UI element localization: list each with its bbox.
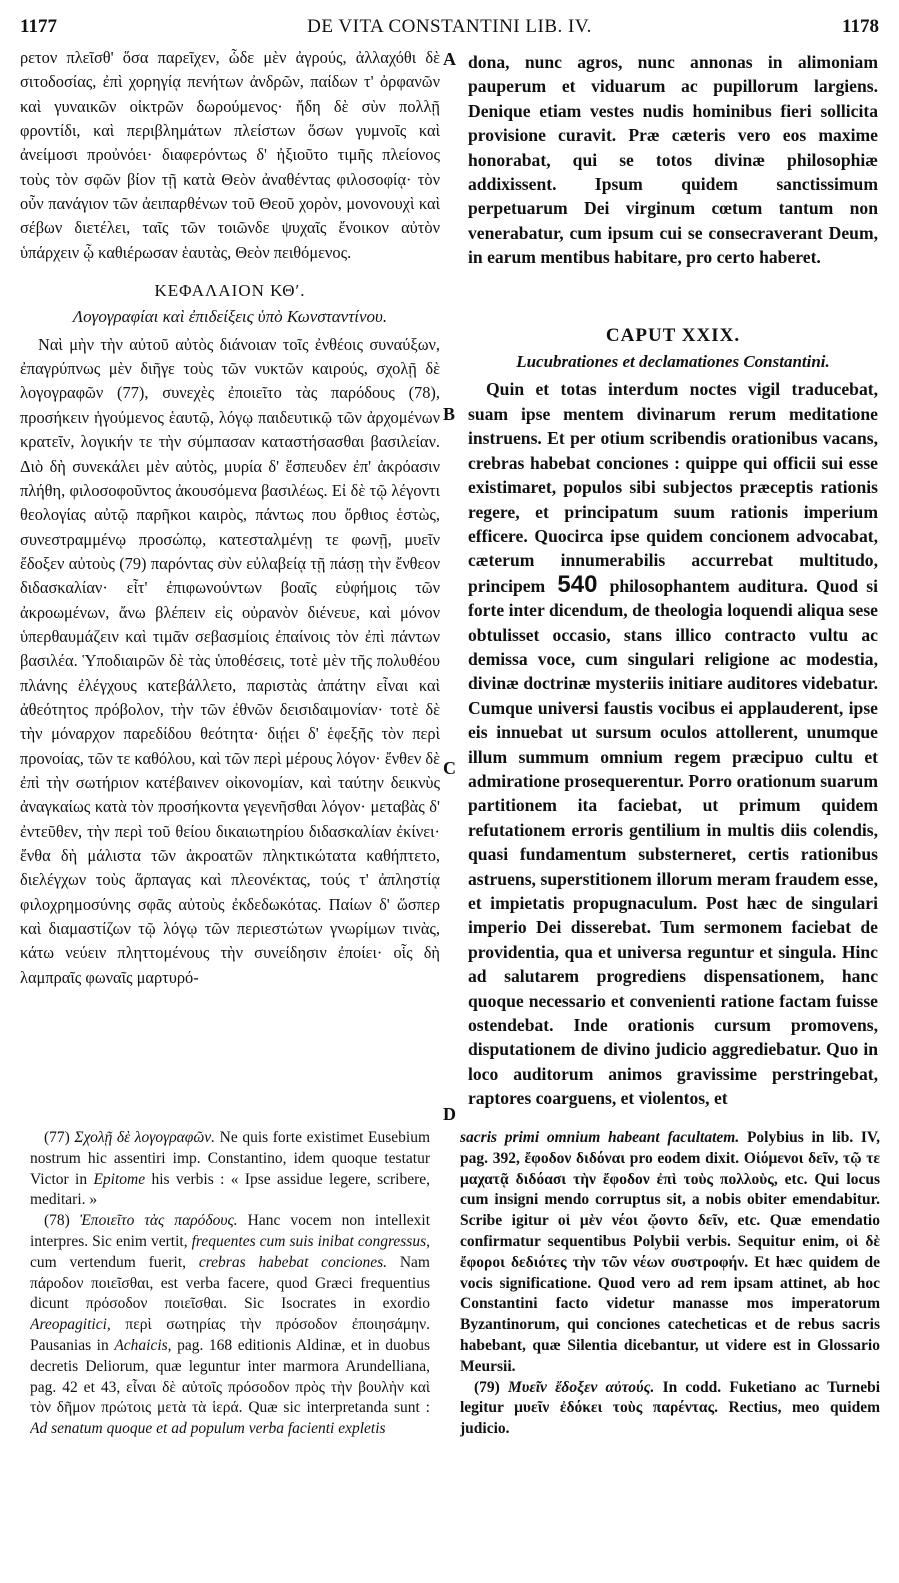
left-page-number: 1177	[20, 16, 57, 37]
latin-intro: dona, nunc agros, nunc annonas in alimoniam pauperum et viduarum ac pupillorum largiens. Denique etiam vestes nudis hominibus fieri sollicita provisione curavit. Præ cæteris vero eos maxime honorabat, qui se totos divinæ philosophiæ addixissent. Ipsum quidem sanctissimum perpetuarum Dei virginum cœtum tantum non venerabatur, cum ipsum cui se consecraverant Deum, in earum mentibus habitare, pro certo haberet.	[468, 52, 878, 268]
footnote-77-work: Epitome	[93, 1170, 146, 1188]
footnote-78-lemma: Ἐποιεῖτο τὰς παρόδους.	[79, 1212, 238, 1230]
footnote-78-text5: pag. 168 editionis Aldinæ, et in duobus decretis Deliorum, quæ leguntur inter marmora Arundelliana, pag. 42 et 43, εἶναι δὲ αὐτοῖς πρόσοδον πρὸς τὴν βουλὴν καὶ τὸν δῆμον πρώτοις μετὰ τὰ ἱερά. Quæ sic interpretanda sunt :	[30, 1336, 430, 1417]
footnote-77	[30, 1128, 430, 1211]
footnote-77-text: Ne quis forte existimet Eusebium nostrum hic assentiri imp. Constantino, idem quoque testatur Victor in	[30, 1129, 430, 1188]
footnote-78-cont-quote: sacris primi omnium habeant facultatem.	[460, 1129, 740, 1146]
right-page-number: 1178	[842, 16, 879, 37]
footnote-78-text4: περὶ σωτηρίας τὴν πρόσοδον ἐποιησάμην. Pausanias in	[30, 1316, 430, 1354]
footnote-79-lemma: Μυεῖν ἔδοξεν αὐτούς.	[508, 1378, 655, 1396]
greek-body: Ναὶ μὴν τὴν αὐτοῦ αὐτὸς διάνοιαν τοῖς ἐνθέοις συναύξων, ἐπαγρύπνως μὲν διῆγε τοὺς τῶν νυκτῶν καιρούς, σχολῇ δὲ λογογραφῶν (77), συνεχὲς ἐποιεῖτο τὰς παρόδους (78), προσήκειν ἡγούμενος ἑαυτῷ, λόγῳ παιδευτικῷ τῶν ἀρχομένων κρατεῖν, λογικήν τε τὴν σύμπασαν καταστήσασθαι βασιλείαν. Διὸ δὴ συνεκάλει μὲν αὐτὸς, μυρία δ' ἔσπευδεν ἐπ' ἀκρόασιν πλήθη, φιλοσοφοῦντος ἀκουσόμενα βασιλέως. Εἰ δὲ τῷ λέγοντι θεολογίας αὐτῷ παρῆκοι καιρὸς, πάντως που ὄρθιος ἑστὼς, συνεστραμμένῳ προσώπῳ, κατεσταλμένῃ τε φωνῇ, μυεῖν ἔδοξεν αὐτοὺς (79) παρόντας σὺν εὐλαβείᾳ τῇ πάσῃ τὴν ἔνθεον διδασκαλίαν· εἶτ' ἐπιφωνούντων βοαῖς εὐφήμοις τῶν ἀκροωμένων, ἄνω βλέπειν εἰς οὐρανὸν διένευε, καὶ μόνον ὑπερθαυμάζειν καὶ τιμᾶν σεβασμίοις ἐπαίνοις τὸν ἐπὶ πάντων βασιλέα. Ὑποδιαιρῶν δὲ τὰς ὑποθέσεις, τοτὲ μὲν τῆς πολυθέου πλάνης ἐλέγχους κατεβάλλετο, παριστὰς ἀπάτην εἶναι καὶ ἀθεότητος πρόβολον, τὴν τῶν ἐθνῶν δεισιδαιμονίαν· τοτὲ δὲ τὴν μόναρχον παρεδίδου θεότητα· διῄει δ' ἑφεξῆς τὸν περὶ προνοίας, τῶν τε καθόλου, καὶ τῶν περὶ μέρους λόγον· ἔνθεν δὲ ἐπὶ τὴν σωτήριον κατέβαινεν οἰκονομίαν, καὶ ταύτην δεικνὺς ἀναγκαίως κατὰ τὸν προσήκοντα γεγενῆσθαι λόγον· μεταβὰς δ' ἐντεῦθεν, τὴν περὶ τοῦ θείου δικαιωτηρίου διδασκαλίαν ἐκίνει· ἔνθα δὴ μάλιστα τῶν ἀκροατῶν πληκτικώτατα καθήπτετο, διελέγχων τοὺς ἅρπαγας καὶ πλεονέκτας, τούς τ' ἀπληστίᾳ φιλοχρημοσύνης σφᾶς αὐτοὺς ἐκδεδωκότας. Παίων δ' ὥσπερ καὶ διαμαστίζων τῷ λόγῳ τῶν περιεστώτων γνωρίμων τινὰς, κάτω νεύειν πληττομένους τὴν συνείδησιν ἐποίει· οἷς δὴ λαμπραῖς φωναῖς μαρτυρό-	[20, 334, 440, 987]
footnotes-right	[460, 1128, 880, 1440]
latin-chapter-heading: CAPUT XXIX.	[605, 324, 741, 346]
running-title: DE VITA CONSTANTINI LIB. IV.	[307, 16, 592, 37]
footnote-79	[460, 1378, 880, 1440]
footnote-78-text3: Nam πάροδον ποιεῖσθαι, est verba facere, quod Græci frequentius dicunt πρόσοδον ποιεῖσθαι. Sic Isocrates in exordio	[30, 1253, 430, 1313]
footnote-78-text2: cum vertendum fuerit,	[30, 1253, 187, 1271]
footnote-78-work2: Achaicis,	[114, 1336, 172, 1354]
latin-body-part2: philosophantem auditura. Quod si forte inter dicendum, de theologia loquendi aliqua sese obtulisset occasio, stans illico contracto vultu ac demissa voce, cum singulari religione ac modestia, divinæ doctrinæ mysteriis initiare auditores videbatur. Cumque universi faustis vocibus ei applauderent, ipse eis innuebat ut sursum oculos attollerent, unumque illum summum omnium regem præcipuo cultu et admiratione prosequerentur. Porro orationum suarum partitionem ita faciebat, ut primum quidem refutationem erroris gentilium in multis diis colendis, quasi fundamentum substerneret, certis rationibus astruens, superstitionem illorum meram fraudem esse, et impietatis propugnaculum. Post hæc de singulari imperio Dei disserebat. Tum sermonem faciebat de providentia, qua et universa reguntur et singula. Hinc ad salutarem progrediens dispensationem, hanc quoque necessario et convenienti ratione factam fuisse ostendebat. Inde orationis cursum promovens, disputationem de divino judicio aggrediebatur. Quo in loco auditorum animos gravissime perstringebat, raptores coarguens, et violentos, et	[468, 575, 878, 1109]
latin-body	[468, 377, 878, 1110]
footnote-78-quote3: Ad senatum quoque et ad populum verba facienti expletis	[30, 1420, 386, 1438]
footnote-79-label: (79)	[474, 1378, 500, 1396]
greek-chapter-heading: ΚΕΦΑΛΑΙΟΝ ΚΘʹ.	[154, 281, 306, 301]
footnote-78-continuation	[460, 1128, 880, 1378]
footnote-78-cont-text: Polybius in lib. IV, pag. 392, ἔφοδον διδόναι pro eodem dixit. Οἰόμενοι δεῖν, τῷ τε μαχατᾷ διδόασι τὴν ἔφοδον ἐπὶ τοὺς πολλοὺς, etc. Qui locus cum insigni mendo corruptus sit, a nobis obiter emendabitur. Scribe igitur οἱ μὲν νέοι ᾤοντο δεῖν, etc. Quæ emendatio confirmatur sequentibus Polybii verbis. Sequitur enim, οἱ δὲ ἔφοροι δεδιότες τὴν τῶν νέων συστροφήν. Et hæc quidem de vocis significatione. Quod vero ad rem ipsam attinet, ab hoc Constantini facto videtur manasse mos imperatorum Byzantinorum, qui conciones catecheticas et de rebus sacris habebant, quæ Silentia dicebantur, ut videre est in Glossario Meursii.	[460, 1129, 880, 1375]
footnote-78-quote1: frequentes cum suis inibat congressus,	[191, 1232, 430, 1250]
latin-column	[468, 50, 878, 1111]
greek-intro: ρετον πλεῖσθ' ὅσα παρεῖχεν, ὧδε μὲν ἀγρούς, ἀλλαχόθι δὲ σιτοδοσίας, ἐπὶ χορηγίᾳ πενήτων ἀνδρῶν, παίδων τ' ὀρφανῶν καὶ γυναικῶν οἰκτρῶν δωρούμενος· ἤδη δὲ σὺν πολλῇ φροντίδι, καὶ περιβλημάτων πλείστων ὅσων γυμνοῖς καὶ ἀνείμοσι προὐνόει· διαφερόντως δ' ἠξιοῦτο τιμῆς πλείονος τοὺς τὸν σφῶν βίον τῇ κατὰ Θεὸν ἀναθέντας φιλοσοφίᾳ· τὸν οὖν πανάγιον τῶν ἀειπαρθένων τοῦ Θεοῦ χορὸν, μονονουχὶ καὶ σέβων διετέλει, ταῖς τῶν τοιῶνδε ψυχαῖς ἔνοικον αὐτὸν ὑπάρχειν ᾧ καθιέρωσαν ἑαυτὰς, Θεὸν πειθόμενος.	[20, 48, 440, 262]
footnote-78-quote2: crebras habebat conciones.	[198, 1253, 388, 1271]
footnote-77-text2: his verbis : « Ipse assidue legere, scribere, meditari. »	[30, 1170, 430, 1209]
footnote-79-text: In codd. Fuketiano ac Turnebi legitur μυεῖν ἐδόκει τοὺς παρέντας. Rectius, meo quidem judicio.	[460, 1378, 880, 1438]
latin-chapter-subtitle: Lucubrationes et declamationes Constantini.	[516, 352, 830, 372]
footnote-77-lemma: Σχολῇ δὲ λογογραφῶν.	[74, 1129, 216, 1146]
running-head	[20, 16, 879, 40]
greek-chapter-subtitle: Λογογραφίαι καὶ ἐπιδείξεις ὑπὸ Κωνσταντίνου.	[72, 307, 388, 327]
margin-marker-a: A	[443, 49, 456, 69]
latin-body-part1: Quin et totas interdum noctes vigil traducebat, suam ipse mentem divinarum rerum meditatione instruens. Et per otium scribendis orationibus vacans, crebras habebat conciones : quippe qui officii sui esse existimaret, populos sibi subjectos præceptis rationis regere, et principatum suum rationis imperium efficere. Quocirca ipse quidem concionem advocabat, cæterum innumerabilis accurrebat multitudo, principem	[468, 379, 878, 596]
margin-marker-d: D	[443, 1104, 456, 1124]
margin-marker-b: B	[443, 404, 456, 424]
margin-marker-c: C	[443, 758, 456, 778]
footnotes-left	[30, 1128, 430, 1440]
greek-column	[20, 46, 440, 990]
footnote-78-work1: Areopagitici,	[30, 1316, 111, 1334]
footnote-78-text: Hanc vocem non intellexit interpres. Sic enim vertit,	[30, 1212, 430, 1250]
footnote-77-label: (77)	[44, 1129, 70, 1146]
footnote-78-label: (78)	[44, 1212, 70, 1230]
footnote-78	[30, 1211, 430, 1440]
edition-page-number: 540	[557, 570, 598, 598]
